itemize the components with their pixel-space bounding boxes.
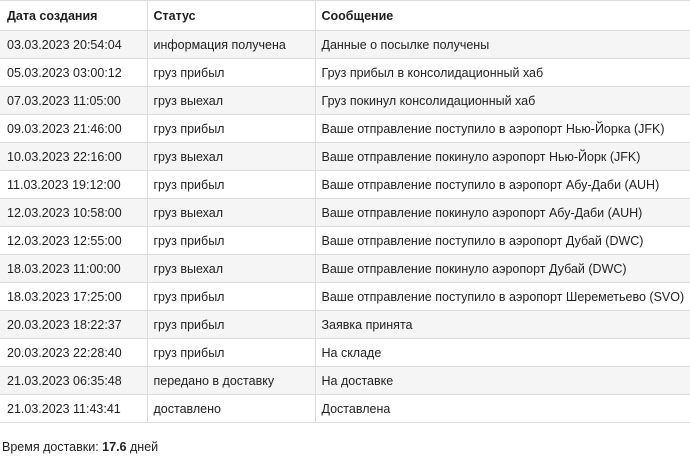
column-header-message: Сообщение xyxy=(315,1,690,31)
delivery-time-label: Время доставки: xyxy=(2,440,99,454)
cell-date: 03.03.2023 20:54:04 xyxy=(0,31,147,59)
cell-message: Ваше отправление поступило в аэропорт Шереметьево (SVO) xyxy=(315,283,690,311)
cell-date: 20.03.2023 18:22:37 xyxy=(0,311,147,339)
cell-status: груз прибыл xyxy=(147,171,315,199)
column-header-date: Дата создания xyxy=(0,1,147,31)
table-row xyxy=(0,31,690,59)
table-row xyxy=(0,87,690,115)
cell-message: Ваше отправление поступило в аэропорт Дубай (DWC) xyxy=(315,227,690,255)
table-row xyxy=(0,367,690,395)
cell-status: груз выехал xyxy=(147,199,315,227)
cell-status: груз выехал xyxy=(147,143,315,171)
delivery-time-value: 17.6 xyxy=(102,440,127,454)
delivery-time-summary xyxy=(2,440,158,454)
cell-status: передано в доставку xyxy=(147,367,315,395)
cell-date: 12.03.2023 12:55:00 xyxy=(0,227,147,255)
cell-status: груз прибыл xyxy=(147,59,315,87)
table-row xyxy=(0,311,690,339)
cell-status: груз выехал xyxy=(147,87,315,115)
table-row xyxy=(0,227,690,255)
cell-date: 21.03.2023 06:35:48 xyxy=(0,367,147,395)
cell-status: информация получена xyxy=(147,31,315,59)
table-row xyxy=(0,283,690,311)
table-row xyxy=(0,59,690,87)
cell-status: доставлено xyxy=(147,395,315,423)
cell-status: груз прибыл xyxy=(147,311,315,339)
cell-date: 10.03.2023 22:16:00 xyxy=(0,143,147,171)
cell-date: 07.03.2023 11:05:00 xyxy=(0,87,147,115)
cell-status: груз прибыл xyxy=(147,283,315,311)
cell-message: Груз покинул консолидационный хаб xyxy=(315,87,690,115)
cell-message: На доставке xyxy=(315,367,690,395)
table-row xyxy=(0,255,690,283)
table-row xyxy=(0,395,690,423)
cell-date: 18.03.2023 11:00:00 xyxy=(0,255,147,283)
cell-status: груз прибыл xyxy=(147,227,315,255)
table-row xyxy=(0,143,690,171)
cell-message: Данные о посылке получены xyxy=(315,31,690,59)
cell-status: груз выехал xyxy=(147,255,315,283)
cell-date: 20.03.2023 22:28:40 xyxy=(0,339,147,367)
cell-date: 05.03.2023 03:00:12 xyxy=(0,59,147,87)
cell-message: Ваше отправление покинуло аэропорт Абу-Даби (AUH) xyxy=(315,199,690,227)
cell-date: 21.03.2023 11:43:41 xyxy=(0,395,147,423)
table-header-row xyxy=(0,1,690,31)
cell-message: На складе xyxy=(315,339,690,367)
table-body xyxy=(0,31,690,423)
cell-status: груз прибыл xyxy=(147,115,315,143)
cell-message: Ваше отправление покинуло аэропорт Дубай (DWC) xyxy=(315,255,690,283)
table-row xyxy=(0,199,690,227)
delivery-time-unit: дней xyxy=(130,440,159,454)
cell-status: груз прибыл xyxy=(147,339,315,367)
cell-date: 18.03.2023 17:25:00 xyxy=(0,283,147,311)
cell-message: Заявка принята xyxy=(315,311,690,339)
cell-date: 12.03.2023 10:58:00 xyxy=(0,199,147,227)
cell-message: Груз прибыл в консолидационный хаб xyxy=(315,59,690,87)
cell-message: Доставлена xyxy=(315,395,690,423)
table-row xyxy=(0,171,690,199)
cell-date: 11.03.2023 19:12:00 xyxy=(0,171,147,199)
table-row xyxy=(0,115,690,143)
table-row xyxy=(0,339,690,367)
cell-message: Ваше отправление поступило в аэропорт Нью-Йорка (JFK) xyxy=(315,115,690,143)
cell-message: Ваше отправление покинуло аэропорт Нью-Йорк (JFK) xyxy=(315,143,690,171)
cell-date: 09.03.2023 21:46:00 xyxy=(0,115,147,143)
cell-message: Ваше отправление поступило в аэропорт Абу-Даби (AUH) xyxy=(315,171,690,199)
column-header-status: Статус xyxy=(147,1,315,31)
